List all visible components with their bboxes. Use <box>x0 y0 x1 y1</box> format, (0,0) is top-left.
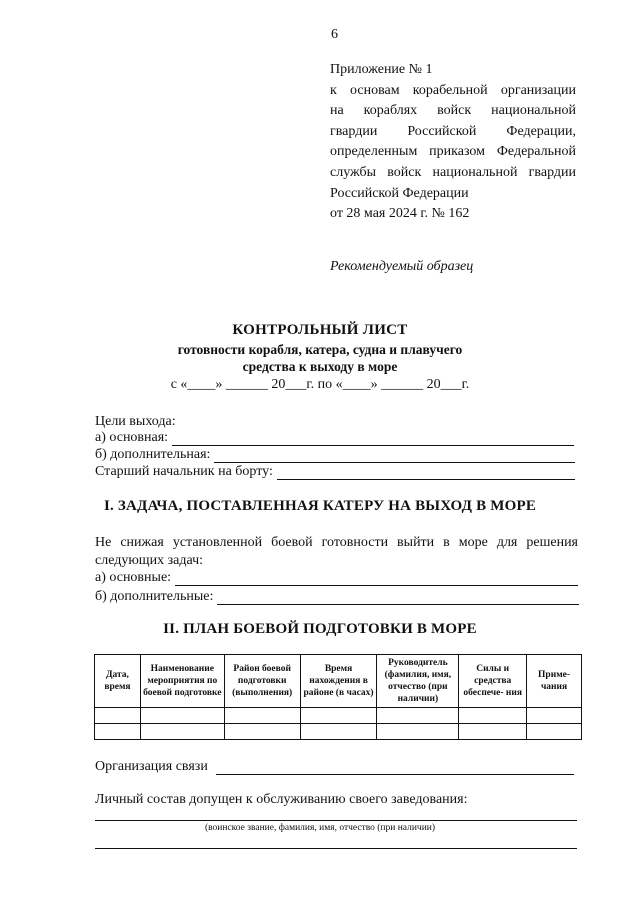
column-header: Приме- чания <box>527 655 582 708</box>
document-subtitle-line: средства к выходу в море <box>242 359 398 374</box>
training-plan-table <box>94 654 582 740</box>
personnel-label: Личный состав допущен к обслуживанию своего заведования: <box>95 792 468 807</box>
column-header: Руководитель (фамилия, имя, отчество (при наличии) <box>377 655 459 708</box>
table-cell[interactable] <box>300 724 377 740</box>
main-goal-field[interactable] <box>95 430 574 446</box>
additional-goal-line[interactable] <box>214 450 575 463</box>
column-header: Дата, время <box>95 655 141 708</box>
senior-commander-field[interactable] <box>95 464 575 480</box>
appendix-line: от 28 мая 2024 г. № 162 <box>330 206 470 222</box>
column-header: Наименование мероприятия по боевой подготовке <box>140 655 224 708</box>
column-header: Время нахождения в районе (в часах) <box>300 655 377 708</box>
table-cell[interactable] <box>95 708 141 724</box>
main-goal-label: а) основная: <box>95 430 169 445</box>
document-subtitle-line: готовности корабля, катера, судна и плавучего <box>177 342 463 357</box>
table-cell[interactable] <box>377 708 459 724</box>
goals-heading: Цели выхода: <box>95 414 176 429</box>
date-range-field[interactable]: с «____» ______ 20___г. по «____» ______ 20___г. <box>170 377 470 392</box>
communications-field[interactable] <box>95 759 574 775</box>
appendix-line: на кораблях войск национальной <box>330 103 576 119</box>
table-cell[interactable] <box>224 708 300 724</box>
appendix-line: определенным приказом Федеральной <box>330 144 576 160</box>
section-2-heading: II. ПЛАН БОЕВОЙ ПОДГОТОВКИ В МОРЕ <box>163 621 477 637</box>
senior-commander-label: Старший начальник на борту: <box>95 464 273 479</box>
personnel-line-2[interactable] <box>95 848 577 849</box>
additional-goal-field[interactable] <box>95 447 575 463</box>
table-cell[interactable] <box>95 724 141 740</box>
table-row <box>95 708 582 724</box>
additional-tasks-label: б) дополнительные: <box>95 589 214 604</box>
table-cell[interactable] <box>527 724 582 740</box>
appendix-line: Приложение № 1 <box>330 62 433 77</box>
task-paragraph-line: следующих задач: <box>95 553 204 568</box>
main-goal-line[interactable] <box>172 433 574 446</box>
personnel-caption: (воинское звание, фамилия, имя, отчество (при наличии) <box>204 823 436 833</box>
main-tasks-field[interactable] <box>95 570 578 586</box>
main-tasks-line[interactable] <box>175 573 578 586</box>
section-1-heading: I. ЗАДАЧА, ПОСТАВЛЕННАЯ КАТЕРУ НА ВЫХОД В МОРЕ <box>103 498 537 514</box>
personnel-line[interactable] <box>95 820 577 821</box>
table-cell[interactable] <box>140 724 224 740</box>
document-title: КОНТРОЛЬНЫЙ ЛИСТ <box>232 322 408 338</box>
sample-label: Рекомендуемый образец <box>330 259 474 274</box>
column-header: Силы и средства обеспече- ния <box>459 655 527 708</box>
communications-line[interactable] <box>216 762 574 775</box>
table-header-row <box>95 655 582 708</box>
appendix-block <box>330 60 576 225</box>
appendix-line: Российской Федерации <box>330 185 469 201</box>
table-cell[interactable] <box>459 708 527 724</box>
additional-tasks-line[interactable] <box>217 592 579 605</box>
table-cell[interactable] <box>459 724 527 740</box>
table-cell[interactable] <box>140 708 224 724</box>
page-number: 6 <box>331 27 338 42</box>
table-cell[interactable] <box>527 708 582 724</box>
task-paragraph-line: Не снижая установленной боевой готовности выйти в море для решения <box>95 535 578 550</box>
appendix-line: к основам корабельной организации <box>330 82 576 98</box>
appendix-line: гвардии Российской Федерации, <box>330 123 576 139</box>
table-row <box>95 724 582 740</box>
column-header: Район боевой подготовки (выполнения) <box>224 655 300 708</box>
table-cell[interactable] <box>377 724 459 740</box>
communications-label: Организация связи <box>95 759 208 774</box>
additional-tasks-field[interactable] <box>95 589 579 605</box>
appendix-line: службы войск национальной гвардии <box>330 164 576 180</box>
additional-goal-label: б) дополнительная: <box>95 447 211 462</box>
table-cell[interactable] <box>300 708 377 724</box>
table-cell[interactable] <box>224 724 300 740</box>
senior-commander-line[interactable] <box>277 467 575 480</box>
main-tasks-label: а) основные: <box>95 570 172 585</box>
